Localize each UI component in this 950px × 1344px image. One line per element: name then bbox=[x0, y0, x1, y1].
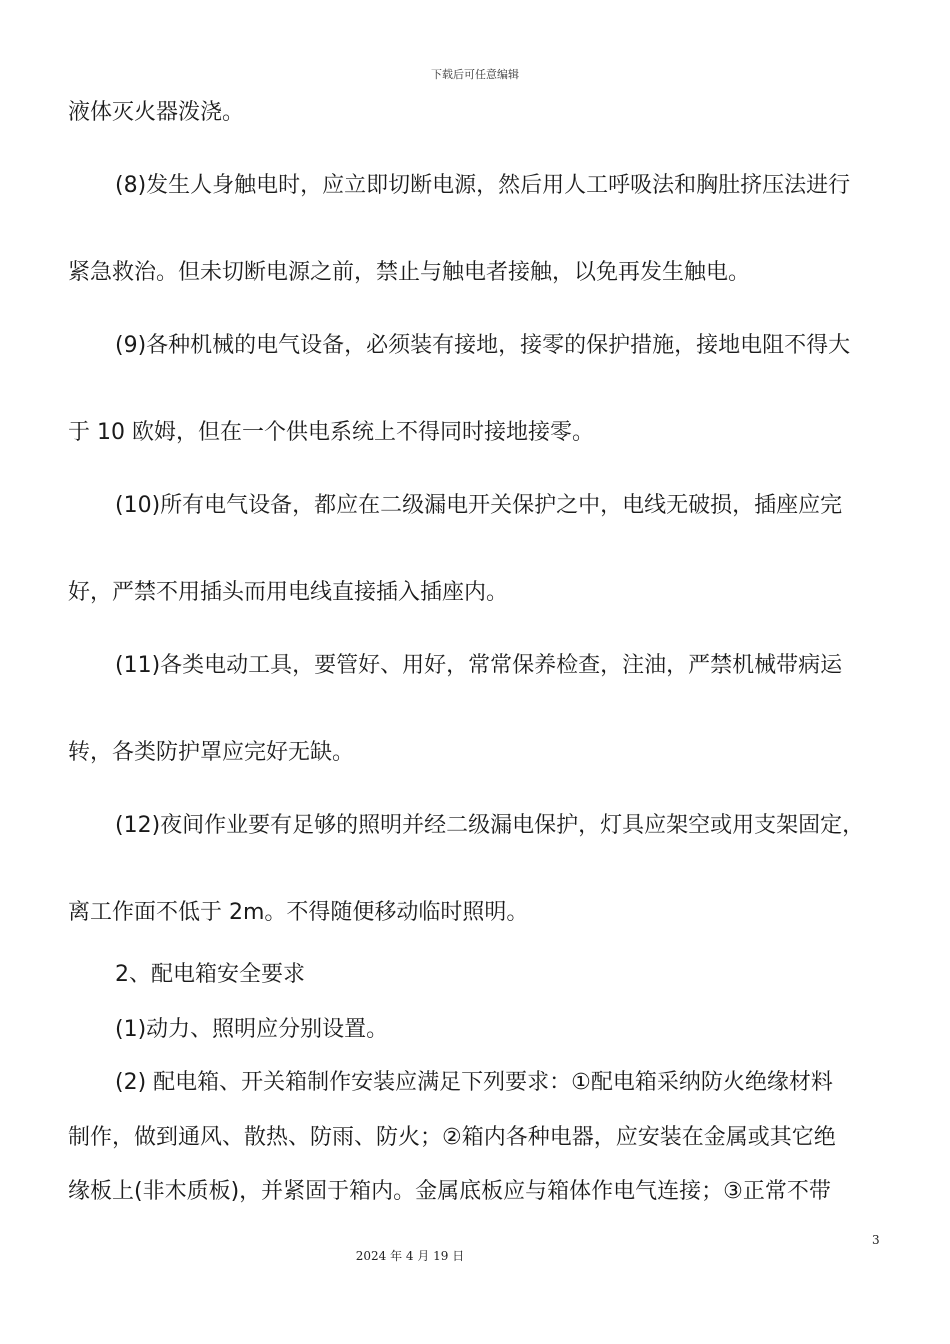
body-line: 液体灭火器泼浇。 bbox=[68, 100, 245, 125]
section-heading: 2、配电箱安全要求 bbox=[115, 962, 305, 987]
body-line: (8)发生人身触电时，应立即切断电源，然后用人工呼吸法和胸肚挤压法进行 bbox=[115, 173, 851, 198]
body-line: 好，严禁不用插头而用电线直接插入插座内。 bbox=[68, 580, 509, 605]
page-footer-date: 2024 年 4 月 19 日 bbox=[355, 1249, 465, 1263]
body-line: 于 10 欧姆，但在一个供电系统上不得同时接地接零。 bbox=[68, 420, 594, 445]
body-line: 离工作面不低于 2m。不得随便移动临时照明。 bbox=[68, 900, 529, 925]
body-line: (9)各种机械的电气设备，必须装有接地，接零的保护措施，接地电阻不得大 bbox=[115, 333, 851, 358]
body-line: 转，各类防护罩应完好无缺。 bbox=[68, 740, 355, 765]
body-line: 缘板上(非木质板)，并紧固于箱内。金属底板应与箱体作电气连接；③正常不带 bbox=[68, 1179, 831, 1204]
body-line: 紧急救治。但未切断电源之前，禁止与触电者接触，以免再发生触电。 bbox=[68, 260, 751, 285]
body-line: (1)动力、照明应分别设置。 bbox=[115, 1017, 389, 1042]
body-line: 制作，做到通风、散热、防雨、防火；②箱内各种电器，应安装在金属或其它绝 bbox=[68, 1125, 836, 1150]
body-line: (10)所有电气设备，都应在二级漏电开关保护之中，电线无破损，插座应完 bbox=[115, 493, 843, 518]
body-line: (11)各类电动工具，要管好、用好，常常保养检查，注油，严禁机械带病运 bbox=[115, 653, 843, 678]
page-header: 下载后可任意编辑 bbox=[431, 68, 519, 81]
page-number: 3 bbox=[872, 1233, 880, 1247]
body-line: (2) 配电箱、开关箱制作安装应满足下列要求：①配电箱采纳防火绝缘材料 bbox=[115, 1070, 833, 1095]
body-line: (12)夜间作业要有足够的照明并经二级漏电保护，灯具应架空或用支架固定， bbox=[115, 813, 865, 838]
